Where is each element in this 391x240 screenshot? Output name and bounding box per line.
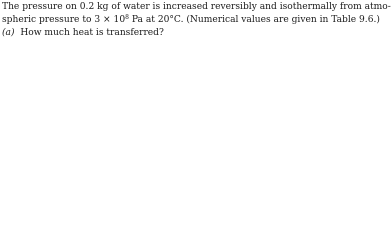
- question-text: How much heat is transferred?: [20, 28, 164, 38]
- problem-line-2-start: spheric pressure to 3 × 10: [2, 15, 126, 25]
- problem-line-1: The pressure on 0.2 kg of water is increased reversibly and isothermally from atmo-: [2, 2, 391, 12]
- problem-line-2-end: Pa at 20°C. (Numerical values are given in Table 9.6.): [128, 15, 380, 25]
- part-label: (a): [2, 28, 15, 38]
- exponent: 8: [125, 14, 129, 21]
- question-a: [2, 27, 164, 39]
- problem-text-block: [0, 0, 391, 43]
- problem-line-2: [2, 14, 380, 26]
